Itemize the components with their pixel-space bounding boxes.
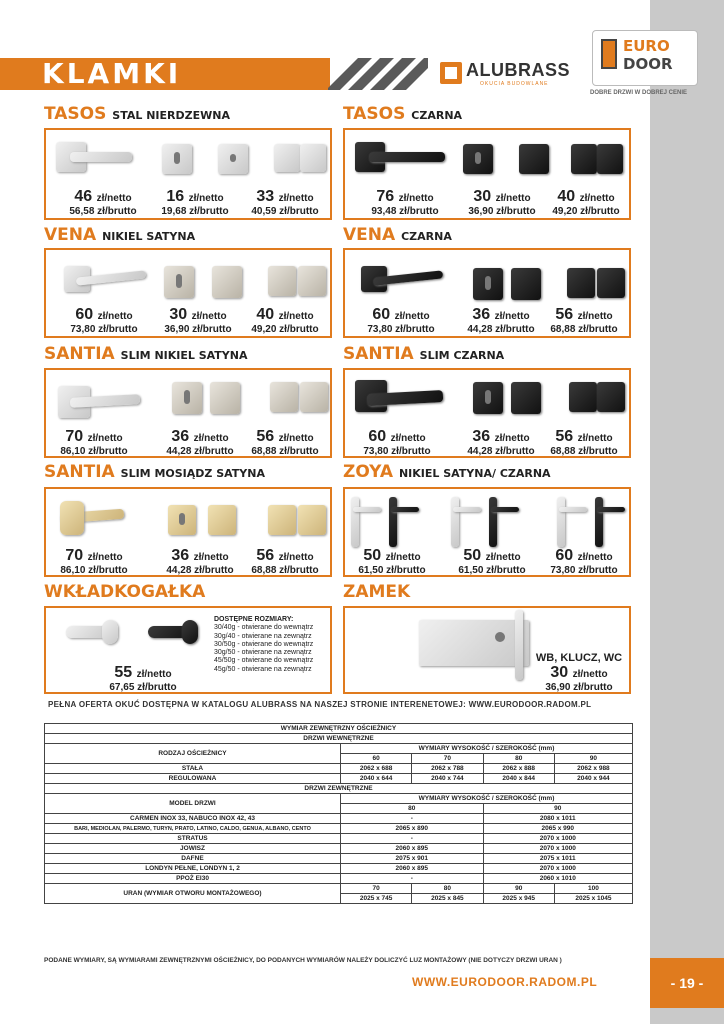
product-box-santia-nickel: 70 zł/netto 86,10 zł/brutto 36 zł/netto 44,28 zł/brutto 56 zł/netto 68,88 zł/brutto [44,368,332,458]
door-icon [601,39,617,69]
side-panel [650,0,724,1024]
section-title: VENA CZARNA [343,225,452,245]
product-box-vena-nickel: 60 zł/netto 73,80 zł/brutto 30 zł/netto 36,90 zł/brutto 40 zł/netto 49,20 zł/brutto [44,248,332,338]
offer-note: PEŁNA OFERTA OKUĆ DOSTĘPNA W KATALOGU ALUBRASS NA NASZEJ STRONIE INTERENETOWEJ: WWW.EURODOOR.RADOM.PL [48,700,592,709]
decorative-stripes [328,58,428,90]
section-title: TASOS CZARNA [343,104,463,124]
product-box-santia-black: 60 zł/netto 73,80 zł/brutto 36 zł/netto 44,28 zł/brutto 56 zł/netto 68,88 zł/brutto [343,368,631,458]
product-box-vena-black: 60 zł/netto 73,80 zł/brutto 36 zł/netto 44,28 zł/brutto 56 zł/netto 68,88 zł/brutto [343,248,631,338]
footer-website-link[interactable]: WWW.EURODOOR.RADOM.PL [412,975,598,989]
section-title: VENA NIKIEL SATYNA [44,225,196,245]
logo-door: DOOR [623,55,673,73]
logo-euro: EURO [623,37,670,55]
section-title: TASOS STAL NIERDZEWNA [44,104,230,124]
page-title: KLAMKI [42,57,182,90]
section-title: ZAMEK [343,582,411,602]
available-sizes: DOSTĘPNE ROZMIARY: 30/40g - otwierane do wewnątrz 30g/40 - otwierane na zewnątrz 30/50g - otwierane do wewnątrz 30g/50 - otwierane na zewnątrz 45/50g - otwierane do wewnątrz 45g/50 - otwierane na zewnątrz [214,616,314,673]
section-title: WKŁADKOGAŁKA [44,582,206,602]
section-title: SANTIA SLIM NIKIEL SATYNA [44,344,248,364]
alubrass-logo [440,60,580,90]
section-title: ZOYA NIKIEL SATYNA/ CZARNA [343,462,551,482]
product-box-zoya: 50 zł/netto 61,50 zł/brutto 50 zł/netto 61,50 zł/brutto 60 zł/netto 73,80 zł/brutto [343,487,631,577]
section-title: SANTIA SLIM CZARNA [343,344,505,364]
product-box-santia-brass: 70 zł/netto 86,10 zł/brutto 36 zł/netto 44,28 zł/brutto 56 zł/netto 68,88 zł/brutto [44,487,332,577]
logo-tagline: DOBRE DRZWI W DOBREJ CENIE [590,90,688,96]
product-box-wkladka: 55 zł/netto 67,65 zł/brutto DOSTĘPNE ROZMIARY: 30/40g - otwierane do wewnątrz 30g/40 - otwierane na zewnątrz 30/50g - otwierane do wewnątrz 30g/50 - otwierane na zewnątrz 45/50g - otwierane do wewnątrz 45g/50 - otwierane na zewnątrz [44,606,332,694]
section-title: SANTIA SLIM MOSIĄDZ SATYNA [44,462,265,482]
product-box-zamek: WB, KLUCZ, WC 30 zł/netto 36,90 zł/brutto [343,606,631,694]
eurodoor-logo [592,30,698,86]
alubrass-name: ALUBRASS [466,60,571,80]
door-frame-dimensions-table: WYMIAR ZEWNĘTRZNY OŚCIEŻNICY DRZWI WEWNĘTRZNE RODZAJ OŚCIEŻNICY WYMIARY WYSOKOŚĆ / SZEROKOŚĆ (mm) 60 70 80 90 STAŁA 2062 x 688 2062 x 788 2062 x 888 2062 x 988 REGULOWANA 2040 x 644 2040 x 744 2040 x 844 2040 x 944 DRZWI ZEWNĘTRZNE MODEL DRZWI WYMIARY WYSOKOŚĆ / SZEROKOŚĆ (mm) 80 90 CARMEN INOX 33, NABUCO INOX 42, 43 - 2080 x 1011 BARI, MEDIOLAN, PALERMO, TURYN, PRATO, LATINO, CALDO, GENUA, ALBANO, CENTO 2065 x 890 2065 x 990 STRATUS - 2070 x 1000 JOWISZ 2060 x 895 2070 x 1000 DAFNE 2075 x 901 2075 x 1011 LONDYN PEŁNE, LONDYN 1, 2 2060 x 895 2070 x 1000 PPOŻ EI30 - 2060 x 1010 URAN (WYMIAR OTWORU MONTAŻOWEGO) 70 80 90 100 2025 x 745 2025 x 845 2025 x 945 2025 x 1045 [44,723,633,904]
page-number: - 19 - [650,958,724,1008]
alubrass-sub: OKUCIA BUDOWLANE [480,81,549,87]
dimensions-note: PODANE WYMIARY, SĄ WYMIARAMI ZEWNĘTRZNYMI OŚCIEŻNICY, DO PODANYCH WYMIARÓW NALEŻY DOLICZYĆ LUZ MONTAŻOWY (NIE DOTYCZY DRZWI URAN ) [44,957,562,964]
product-box-tasos-black: 76 zł/netto 93,48 zł/brutto 30 zł/netto 36,90 zł/brutto 40 zł/netto 49,20 zł/brutto [343,128,631,220]
alubrass-mark-icon [440,62,462,84]
product-box-tasos-steel: 46 zł/netto 56,58 zł/brutto 16 zł/netto 19,68 zł/brutto 33 zł/netto 40,59 zł/brutto [44,128,332,220]
